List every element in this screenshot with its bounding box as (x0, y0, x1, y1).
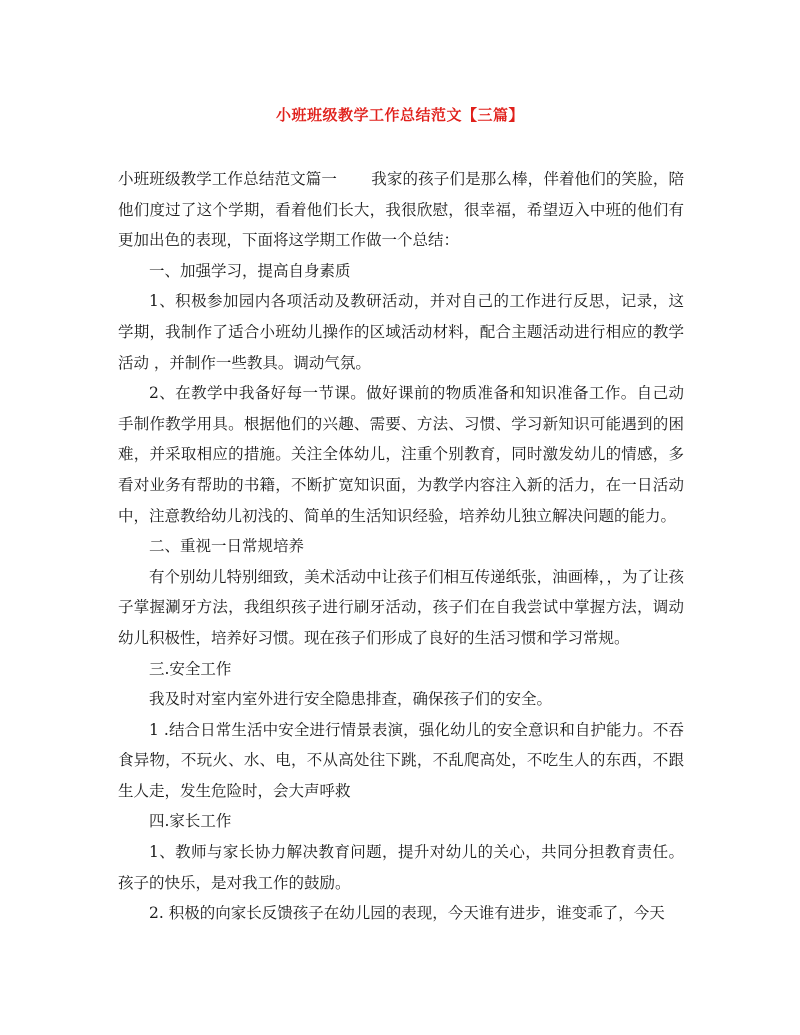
section-heading-1: 一、加强学习，提高自身素质 (149, 261, 351, 280)
paragraph-4: 我及时对室内室外进行安全隐患排查，确保孩子们的安全。 (149, 690, 553, 709)
document-title: 小班班级教学工作总结范文【三篇】 (275, 106, 524, 124)
paragraph-6: 1、教师与家长协力解决教育问题，提升对幼儿的关心，共同分担教育责任。孩子的快乐，是对我工作的鼓励。 (118, 843, 684, 892)
paragraph-2: 2、在教学中我备好每一节课。做好课前的物质准备和知识准备工作。自己动手制作教学用具。根据他们的兴趣、需要、方法、习惯、学习新知识可能遇到的困难，并采取相应的措施。关注全体幼儿，注重个别教育，同时激发幼儿的情感，多看对业务有帮助的书籍，不断扩宽知识面，为教学内容注入新的活力，在一日活动中，注意教给幼儿初浅的、简单的生活知识经验，培养幼儿独立解决问题的能力。 (118, 384, 684, 525)
paragraph-7: 2. 积极的向家长反馈孩子在幼儿园的表现，今天谁有进步，谁变乖了，今天 (149, 904, 665, 923)
section-heading-2: 二、重视一日常规培养 (149, 537, 305, 556)
section-heading-3: 三.安全工作 (149, 659, 232, 678)
paragraph-1: 1、积极参加园内各项活动及教研活动，并对自己的工作进行反思，记录，这学期，我制作了适合小班幼儿操作的区域活动材料，配合主题活动进行相应的教学活动 ，并制作一些教具。调动气氛。 (118, 292, 684, 372)
paragraph-3: 有个别幼儿特别细致，美术活动中让孩子们相互传递纸张，油画棒，，为了让孩子掌握涮牙方法，我组织孩子进行刷牙活动，孩子们在自我尝试中掌握方法，调动幼儿积极性，培养好习惯。现在孩子们形成了良好的生活习惯和学习常规。 (118, 567, 684, 647)
paragraph-5: 1 .结合日常生活中安全进行情景表演，强化幼儿的安全意识和自护能力。不吞食异物，不玩火、水、电，不从高处往下跳，不乱爬高处，不吃生人的东西，不跟生人走，发生危险时，会大声呼救 (118, 720, 684, 800)
document-body (118, 164, 684, 929)
section-heading-4: 四.家长工作 (149, 812, 232, 831)
intro-label: 小班班级教学工作总结范文篇一 (118, 170, 338, 188)
intro-text: 我家的孩子们是那么棒，伴着他们的笑脸，陪他们度过了这个学期，看着他们长大，我很欣慰，很幸福，希望迈入中班的他们有更加出色的表现，下面将这学期工作做一个总结： (118, 170, 684, 250)
intro-paragraph (118, 164, 684, 256)
